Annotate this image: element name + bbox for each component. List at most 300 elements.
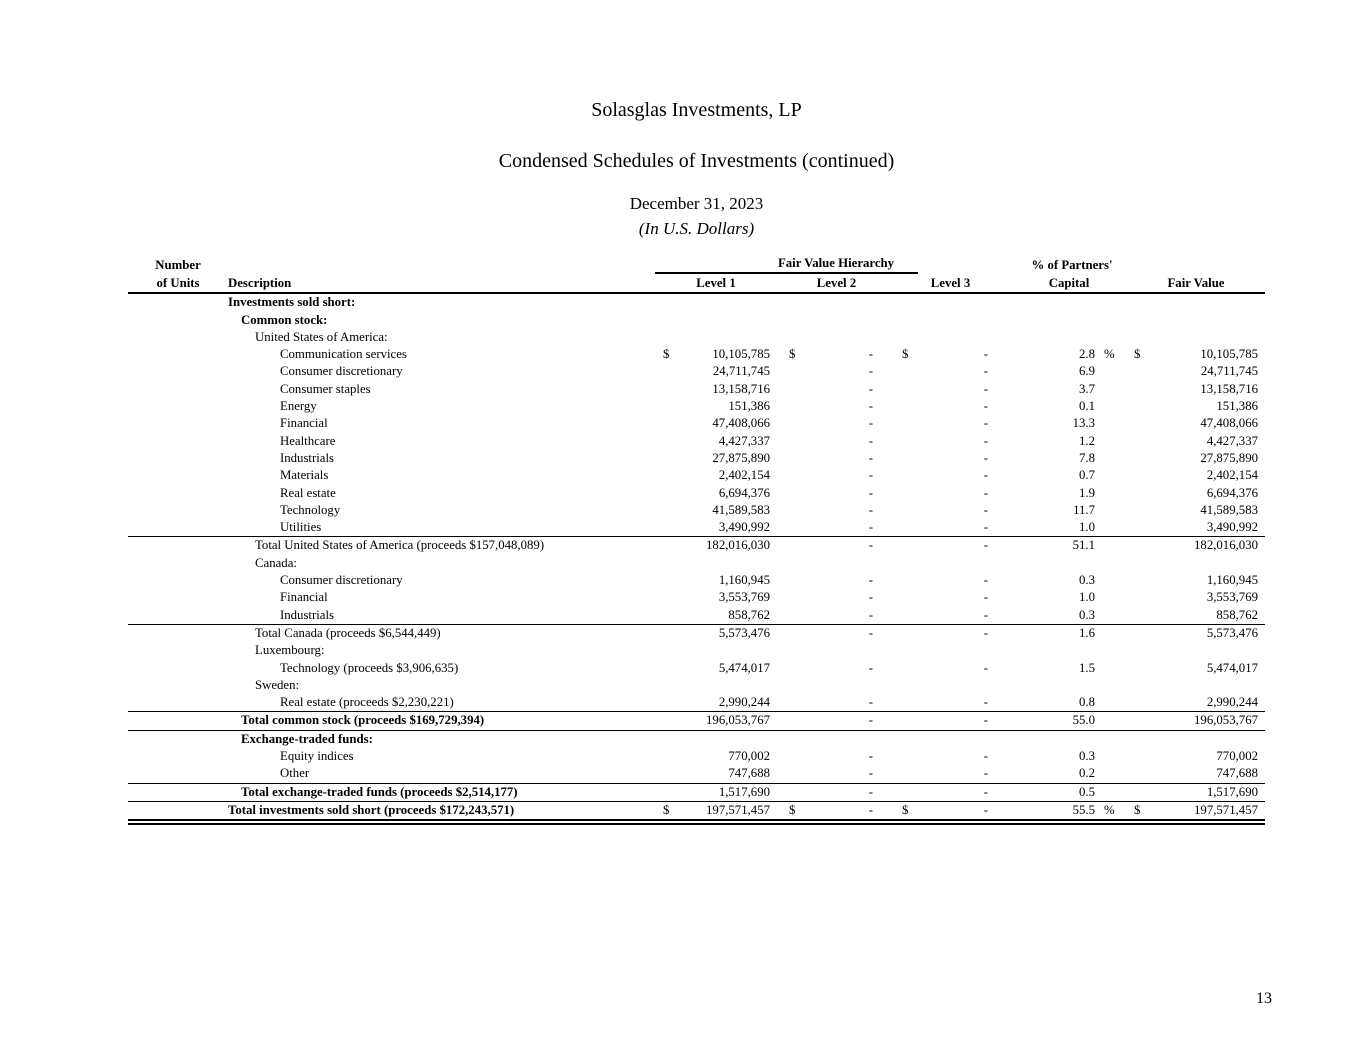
table-row [128,519,1265,537]
pct-capital-value-cell: 0.2 [1079,766,1095,781]
level3-value-cell [910,555,997,572]
level2-value-cell: - [868,766,873,781]
level3-value-cell: - [910,801,997,822]
level3-dollar-cell [882,589,910,606]
description-cell: Luxembourg: [255,643,325,658]
fair-value-dollar-cell [1127,381,1142,398]
fair-value-amount-cell: 6,694,376 [1206,485,1258,500]
level2-dollar-cell [777,624,797,642]
level3-value-cell: - [910,712,997,730]
level1-value-cell: 27,875,890 [712,450,770,465]
fair-value-amount-cell: 747,688 [1216,766,1258,781]
units-cell [128,346,228,363]
pct-sign-cell [1102,642,1127,659]
level1-dollar-cell [655,415,673,432]
level2-dollar-cell [777,363,797,380]
level3-dollar-cell [882,572,910,589]
pct-sign-cell: % [1104,347,1115,362]
investments-schedule-table [128,255,1265,825]
level1-dollar-cell [655,555,673,572]
level3-dollar-cell [882,748,910,765]
description-cell: Healthcare [280,433,336,448]
units-cell [128,801,228,822]
level2-dollar-cell [777,329,797,346]
fair-value-header-spacer [1127,255,1265,274]
table-row [128,450,1265,467]
level2-value-cell: - [868,660,873,675]
table-row [128,312,1265,329]
level1-value-cell: 5,474,017 [718,660,770,675]
level2-dollar-cell [777,677,797,694]
units-cell [128,572,228,589]
level1-value-cell [673,730,777,748]
level1-dollar-cell [655,312,673,329]
table-row [128,572,1265,589]
table-row [128,415,1265,432]
fair-value-dollar-cell [1127,624,1142,642]
level2-dollar-cell [777,467,797,484]
description-cell: Industrials [280,607,335,622]
level2-value-cell: - [868,502,873,517]
pct-capital-value-cell: 55.0 [997,712,1102,730]
level1-dollar-cell [655,677,673,694]
fair-value-amount-cell [1142,329,1265,346]
table-row [128,363,1265,380]
level2-dollar-cell [777,398,797,415]
fair-value-hierarchy-label: Fair Value Hierarchy [777,256,895,270]
description-cell: Total United States of America (proceeds $157,048,089) [228,537,655,555]
level3-dollar-cell [882,415,910,432]
level1-dollar-cell [655,607,673,625]
level1-value-cell: 196,053,767 [673,712,777,730]
level2-value-cell: - [797,712,882,730]
units-cell [128,642,228,659]
table-row [128,642,1265,659]
pct-sign-cell [1102,624,1127,642]
description-cell: Industrials [280,450,335,465]
fair-value-hierarchy-group-header [655,255,997,274]
level1-value-cell: 24,711,745 [712,364,770,379]
units-header-line2: of Units [128,274,228,293]
level3-dollar-cell [882,363,910,380]
level1-value-cell [673,642,777,659]
table-row [128,694,1265,712]
pct-capital-value-cell: 51.1 [997,537,1102,555]
description-cell: Consumer discretionary [280,364,403,379]
table-row [128,329,1265,346]
level3-dollar-cell [882,555,910,572]
level1-value-cell [673,555,777,572]
pct-sign-cell [1102,433,1127,450]
units-cell [128,381,228,398]
level2-value-cell [797,677,882,694]
table-row [128,730,1265,748]
description-cell: Technology (proceeds $3,906,635) [280,660,459,675]
level3-dollar-cell [882,730,910,748]
level1-value-cell: 2,402,154 [718,468,770,483]
fair-value-dollar-cell [1127,502,1142,519]
description-cell: Financial [280,590,328,605]
pct-sign-cell: % [1102,801,1127,822]
level1-dollar-cell [655,502,673,519]
level3-value-cell [910,329,997,346]
level1-value-cell [673,312,777,329]
level3-value-cell: - [910,783,997,801]
fair-value-amount-cell: 196,053,767 [1142,712,1265,730]
fair-value-dollar-cell [1127,589,1142,606]
fair-value-amount-cell [1142,642,1265,659]
partners-capital-header-line1 [997,255,1127,274]
level1-dollar-cell: $ [663,347,670,362]
table-row [128,660,1265,677]
level3-value-cell: - [983,766,988,781]
table-row [128,502,1265,519]
fair-value-dollar-cell [1127,519,1142,537]
pct-capital-value-cell: 13.3 [1072,416,1095,431]
fair-value-dollar-cell [1127,485,1142,502]
level3-dollar-cell [882,607,910,625]
pct-capital-value-cell: 0.3 [1079,573,1095,588]
currency-note: (In U.S. Dollars) [638,219,755,238]
level3-value-cell: - [983,468,988,483]
level1-value-cell: 5,573,476 [673,624,777,642]
level3-value-cell: - [983,695,988,710]
units-cell [128,607,228,625]
level2-dollar-cell [777,415,797,432]
level1-value-cell: 151,386 [728,399,770,414]
level2-dollar-cell: $ [789,347,796,362]
level3-dollar-cell [882,712,910,730]
table-row [128,346,1265,363]
pct-sign-cell [1102,748,1127,765]
level1-value-cell: 1,160,945 [718,573,770,588]
units-cell [128,712,228,730]
description-cell: Equity indices [280,749,354,764]
description-cell: Total common stock (proceeds $169,729,394) [228,712,655,730]
level2-dollar-cell [777,555,797,572]
level3-dollar-cell [882,765,910,783]
pct-capital-value-cell: 1.2 [1079,433,1095,448]
level3-dollar-cell [882,381,910,398]
fair-value-dollar-cell [1127,572,1142,589]
level1-dollar-cell [655,519,673,537]
fair-value-dollar-cell [1127,677,1142,694]
table-row [128,624,1265,642]
table-row [128,801,1265,822]
level1-value-cell: 13,158,716 [712,381,770,396]
units-cell [128,415,228,432]
pct-capital-value-cell: 0.8 [1079,695,1095,710]
level1-value-cell [673,677,777,694]
fair-value-amount-cell: 1,517,690 [1142,783,1265,801]
fair-value-dollar-cell [1127,293,1142,311]
pct-sign-cell [1102,485,1127,502]
pct-capital-value-cell: 1.0 [1079,590,1095,605]
fair-value-amount-cell: 151,386 [1216,399,1258,414]
level3-value-cell: - [983,347,988,362]
level3-value-cell: - [983,450,988,465]
fair-value-dollar-cell [1127,415,1142,432]
level3-dollar-cell [882,433,910,450]
fair-value-amount-cell: 5,474,017 [1206,660,1258,675]
pct-capital-value-cell [997,312,1102,329]
description-cell: Consumer discretionary [280,573,403,588]
units-header-line1: Number [155,258,201,272]
level1-dollar-cell [655,381,673,398]
fair-value-amount-cell: 3,553,769 [1206,590,1258,605]
level1-value-cell: 3,490,992 [718,520,770,535]
description-cell: Common stock: [241,312,328,327]
level3-value-cell: - [983,364,988,379]
level1-dollar-cell [655,624,673,642]
level3-dollar-cell [882,694,910,712]
pct-sign-cell [1102,293,1127,311]
pct-sign-cell [1102,712,1127,730]
units-cell [128,450,228,467]
fair-value-amount-cell: 3,490,992 [1206,520,1258,535]
level3-value-cell [910,730,997,748]
pct-sign-cell [1102,519,1127,537]
level3-value-cell: - [983,660,988,675]
units-cell [128,765,228,783]
fair-value-amount-cell: 10,105,785 [1200,347,1258,362]
table-row [128,677,1265,694]
pct-capital-value-cell [997,555,1102,572]
level2-dollar-cell [777,519,797,537]
level2-value-cell: - [868,485,873,500]
description-cell: Consumer staples [280,381,371,396]
pct-sign-cell [1102,467,1127,484]
level1-dollar-cell [655,467,673,484]
level1-dollar-cell [655,537,673,555]
level3-value-cell: - [983,502,988,517]
fair-value-dollar-cell [1127,642,1142,659]
level3-value-cell: - [983,573,988,588]
pct-sign-cell [1102,450,1127,467]
table-row [128,748,1265,765]
pct-capital-value-cell: 3.7 [1079,381,1095,396]
level2-value-cell: - [797,801,882,822]
level2-value-cell: - [868,520,873,535]
fair-value-amount-cell [1142,555,1265,572]
pct-capital-value-cell: 1.6 [997,624,1102,642]
description-cell: Investments sold short: [228,295,356,310]
level3-dollar-cell: $ [882,801,910,822]
level3-value-cell [910,312,997,329]
units-cell [128,363,228,380]
level2-dollar-cell [777,660,797,677]
pct-sign-cell [1102,363,1127,380]
level1-dollar-cell [655,748,673,765]
pct-sign-cell [1102,694,1127,712]
description-cell: Total Canada (proceeds $6,544,449) [228,624,655,642]
description-cell: United States of America: [255,329,388,344]
level1-dollar-cell [655,642,673,659]
level3-dollar-cell [882,642,910,659]
pct-capital-value-cell: 0.5 [997,783,1102,801]
level2-value-cell: - [868,347,873,362]
description-cell: Canada: [255,555,297,570]
fair-value-dollar-cell [1127,312,1142,329]
fair-value-amount-cell: 197,571,457 [1142,801,1265,822]
pct-capital-value-cell [997,677,1102,694]
level3-dollar-cell [882,329,910,346]
fair-value-dollar-cell [1127,730,1142,748]
pct-capital-value-cell: 0.3 [1079,607,1095,622]
fair-value-dollar-cell [1127,537,1142,555]
level2-value-cell: - [868,450,873,465]
level1-dollar-cell [655,363,673,380]
level3-dollar-cell [882,677,910,694]
level1-value-cell [673,293,777,311]
fair-value-dollar-cell [1127,712,1142,730]
company-name: Solasglas Investments, LP [591,99,802,121]
fair-value-dollar-cell [1127,748,1142,765]
level3-dollar-cell [882,293,910,311]
level2-value-cell: - [868,590,873,605]
level2-value-cell: - [797,624,882,642]
level2-value-cell: - [868,433,873,448]
units-cell [128,519,228,537]
level3-dollar-cell [882,398,910,415]
level2-value-cell [797,293,882,311]
fair-value-header: Fair Value [1127,274,1265,293]
level2-dollar-cell [777,712,797,730]
table-row [128,433,1265,450]
fair-value-dollar-cell [1127,607,1142,625]
fair-value-amount-cell: 770,002 [1216,749,1258,764]
description-cell: Energy [280,399,317,414]
units-cell [128,624,228,642]
level3-value-cell: - [983,485,988,500]
level1-dollar-cell [655,433,673,450]
pct-capital-value-cell: 0.3 [1079,749,1095,764]
level3-value-cell: - [983,381,988,396]
units-cell [128,783,228,801]
level2-dollar-cell [777,485,797,502]
pct-sign-cell [1102,329,1127,346]
level1-value-cell: 2,990,244 [718,695,770,710]
level3-value-cell: - [983,399,988,414]
fair-value-amount-cell: 5,573,476 [1142,624,1265,642]
level3-dollar-cell [882,519,910,537]
level2-dollar-cell [777,748,797,765]
level3-dollar-cell [882,660,910,677]
pct-capital-value-cell: 11.7 [1073,502,1095,517]
pct-capital-value-cell [997,642,1102,659]
description-cell: Exchange-traded funds: [241,731,373,746]
units-cell [128,329,228,346]
level1-dollar-cell [655,450,673,467]
units-cell [128,433,228,450]
fair-value-amount-cell: 13,158,716 [1200,381,1258,396]
level3-dollar-cell [882,502,910,519]
header-row-columns [128,274,1265,293]
level1-dollar-cell [655,572,673,589]
pct-sign-cell [1102,730,1127,748]
table-row [128,293,1265,311]
statement-date: December 31, 2023 [629,194,764,213]
fair-value-amount-cell: 182,016,030 [1142,537,1265,555]
pct-sign-cell [1102,607,1127,625]
pct-capital-value-cell: 1.9 [1079,485,1095,500]
level2-dollar-cell [777,694,797,712]
fair-value-amount-cell: 1,160,945 [1206,573,1258,588]
fair-value-amount-cell: 41,589,583 [1200,502,1258,517]
description-cell: Communication services [280,347,407,362]
level2-value-cell [797,329,882,346]
units-cell [128,293,228,311]
table-row [128,607,1265,625]
level3-value-cell: - [983,416,988,431]
pct-sign-cell [1102,398,1127,415]
description-cell: Real estate (proceeds $2,230,221) [280,695,454,710]
level2-dollar-cell: $ [777,801,797,822]
units-cell [128,589,228,606]
level2-value-cell: - [797,783,882,801]
table-row [128,381,1265,398]
description-cell: Total investments sold short (proceeds $172,243,571) [228,801,655,822]
description-cell: Other [280,766,310,781]
level2-value-cell: - [868,399,873,414]
pct-sign-cell [1102,572,1127,589]
level1-value-cell: 41,589,583 [712,502,770,517]
level3-value-cell: - [983,749,988,764]
level1-dollar-cell [655,589,673,606]
description-cell: Total exchange-traded funds (proceeds $2,514,177) [228,783,655,801]
description-header-spacer [228,255,655,274]
pct-sign-cell [1102,589,1127,606]
fair-value-dollar-cell [1127,783,1142,801]
units-cell [128,694,228,712]
level1-dollar-cell: $ [655,801,673,822]
level2-value-cell: - [868,749,873,764]
level3-dollar-cell [882,450,910,467]
table-row [128,765,1265,783]
level1-value-cell: 4,427,337 [718,433,770,448]
units-cell [128,537,228,555]
level1-dollar-cell [655,398,673,415]
pct-sign-cell [1102,765,1127,783]
level1-value-cell: 197,571,457 [673,801,777,822]
fair-value-dollar-cell [1127,398,1142,415]
level2-value-cell: - [868,416,873,431]
fair-value-amount-cell [1142,293,1265,311]
level1-value-cell: 6,694,376 [718,485,770,500]
level2-dollar-cell [777,450,797,467]
level2-dollar-cell [777,502,797,519]
fair-value-amount-cell: 2,402,154 [1206,468,1258,483]
pct-sign-cell [1102,502,1127,519]
level2-value-cell: - [868,607,873,622]
page-number: 13 [1256,990,1272,1007]
table-row [128,712,1265,730]
partners-capital-label: % of Partners' [1031,258,1113,272]
fair-value-dollar-cell [1127,694,1142,712]
pct-sign-cell [1102,312,1127,329]
pct-capital-value-cell: 0.1 [1079,399,1095,414]
table-row [128,467,1265,484]
fair-value-amount-cell [1142,730,1265,748]
level3-dollar-cell: $ [902,347,909,362]
level2-dollar-cell [777,589,797,606]
fair-value-dollar-cell: $ [1127,801,1142,822]
units-cell [128,312,228,329]
level1-dollar-cell [655,329,673,346]
pct-capital-value-cell [997,293,1102,311]
units-cell [128,677,228,694]
pct-sign-cell [1102,555,1127,572]
